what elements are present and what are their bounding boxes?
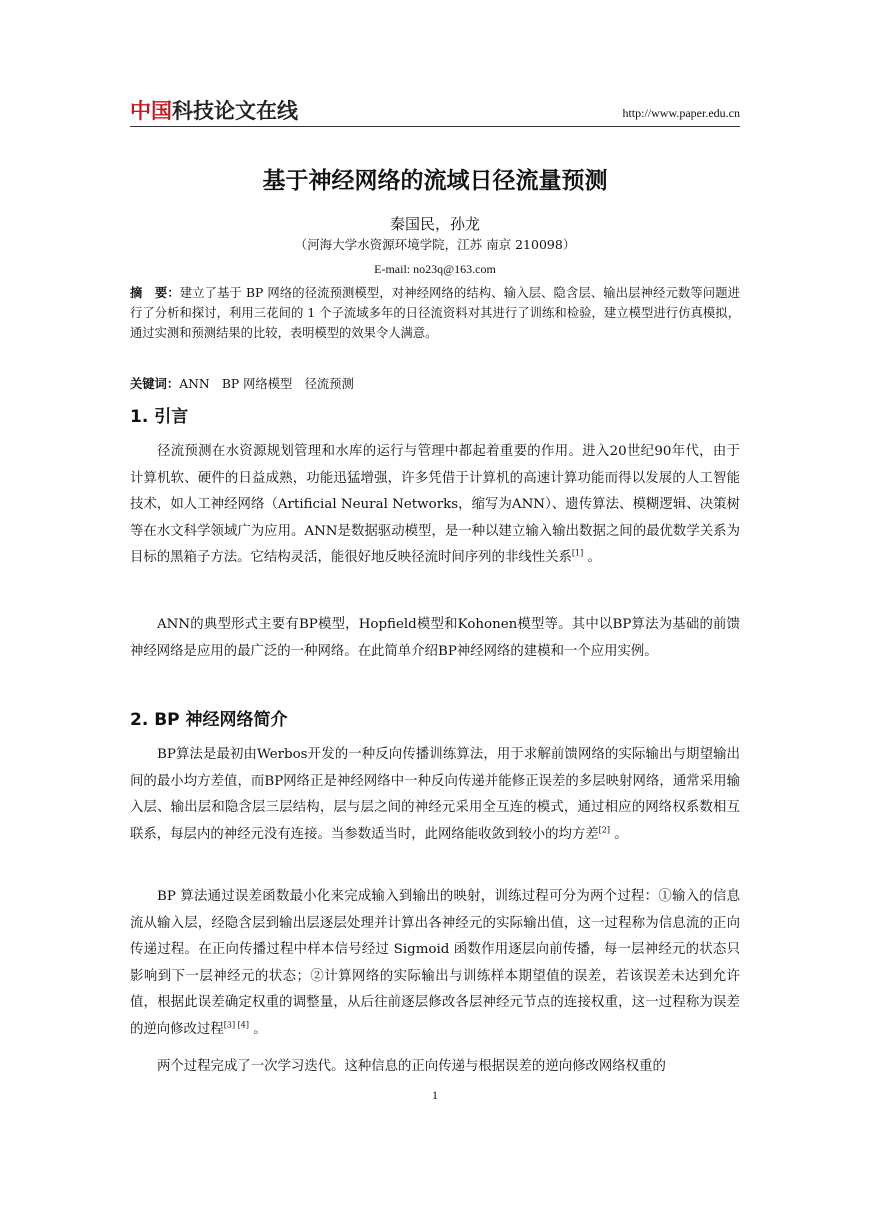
site-logo[interactable] xyxy=(130,98,298,124)
keywords xyxy=(130,374,740,394)
abstract-label: 摘 要： xyxy=(130,286,180,300)
keywords-text: ANN BP 网络模型 径流预测 xyxy=(179,377,354,391)
author-affiliation: （河海大学水资源环境学院，江苏 南京 210098） xyxy=(294,237,576,252)
page-number: 1 xyxy=(432,1088,438,1102)
paragraph-text: BP算法是最初由Werbos开发的一种反向传播训练算法，用于求解前馈网络的实际输出与期望输出间的最小均方差值，而BP网络正是神经网络中一种反向传递并能修正误差的多层映射网络，通常采用输入层、输出层和隐含层三层结构，层与层之间的神经元采用全互连的模式，通过相应的网络权系数相互联系，每层内的神经元没有连接。当参数适当时，此网络能收敛到较小的均方差 xyxy=(130,747,740,842)
intro-paragraph-1 xyxy=(130,439,740,572)
abstract xyxy=(130,283,740,343)
paragraph-text: 径流预测在水资源规划管理和水库的运行与管理中都起着重要的作用。进入20世纪90年代，由于计算机软、硬件的日益成熟，功能迅猛增强，许多凭借于计算机的高速计算功能而得以发展的人工智能技术，如人工神经网络（Artificial Neural Networks，缩写为ANN）、遗传算法、模糊逻辑、决策树等在水文科学领域广为应用。ANN是数据驱动模型，是一种以建立输入输出数据之间的最优数学关系为目标的黑箱子方法。它结构灵活，能很好地反映径流时间序列的非线性关系 xyxy=(130,444,740,566)
paragraph-text: 两个过程完成了一次学习迭代。这种信息的正向传递与根据误差的逆向修改网络权重的 xyxy=(157,1059,666,1074)
paper-title: 基于神经网络的流域日径流量预测 xyxy=(262,168,608,194)
citation-ref[interactable]: [2] xyxy=(598,825,611,835)
paper-authors: 秦国民，孙龙 xyxy=(389,215,480,233)
header-url[interactable]: http://www.paper.edu.cn xyxy=(622,106,740,120)
section-heading-intro: 1. 引言 xyxy=(130,407,189,427)
page-header xyxy=(130,98,740,128)
paragraph-text: ANN的典型形式主要有BP模型，Hopfield模型和Kohonen模型等。其中以BP算法为基础的前馈神经网络是应用的最广泛的一种网络。在此简单介绍BP神经网络的建模和一个应用实例。 xyxy=(130,617,740,659)
keywords-label: 关键词： xyxy=(130,377,180,391)
paragraph-tail: 。 xyxy=(248,1021,267,1037)
header-divider xyxy=(130,126,740,127)
bp-paragraph-3 xyxy=(130,1054,740,1081)
paragraph-tail: 。 xyxy=(583,550,601,566)
abstract-text: 建立了基于 BP 网络的径流预测模型，对神经网络的结构、输入层、隐含层、输出层神经元数等问题进行了分析和探讨，利用三花间的 1 个子流域多年的日径流资料对其进行了训练和检验，建立模型进行仿真模拟，通过实测和预测结果的比较，表明模型的效果令人满意。 xyxy=(130,286,740,340)
paragraph-tail: 。 xyxy=(610,826,628,842)
citation-ref[interactable]: [3] [4] xyxy=(223,1020,249,1030)
bp-paragraph-2 xyxy=(130,884,740,1044)
bp-paragraph-1 xyxy=(130,742,740,848)
logo-red-text: 中国 xyxy=(130,99,172,123)
section-heading-bp: 2. BP 神经网络简介 xyxy=(130,710,288,730)
intro-paragraph-2 xyxy=(130,612,740,665)
citation-ref[interactable]: [1] xyxy=(571,548,584,558)
paragraph-text: BP 算法通过误差函数最小化来完成输入到输出的映射，训练过程可分为两个过程：①输入的信息流从输入层，经隐含层到输出层逐层处理并计算出各神经元的实际输出值，这一过程称为信息流的正向传递过程。在正向传播过程中样本信号经过 Sigmoid 函数作用逐层向前传播，每一层神经元的状态只影响到下一层神经元的状态；②计算网络的实际输出与训练样本期望值的误差，若该误差未达到允许值，根据此误差确定权重的调整量，从后往前逐层修改各层神经元节点的连接权重，这一过程称为误差的逆向修改过程 xyxy=(130,889,740,1037)
logo-dark-text: 科技论文在线 xyxy=(172,99,298,123)
author-email: E-mail: no23q@163.com xyxy=(374,262,496,276)
